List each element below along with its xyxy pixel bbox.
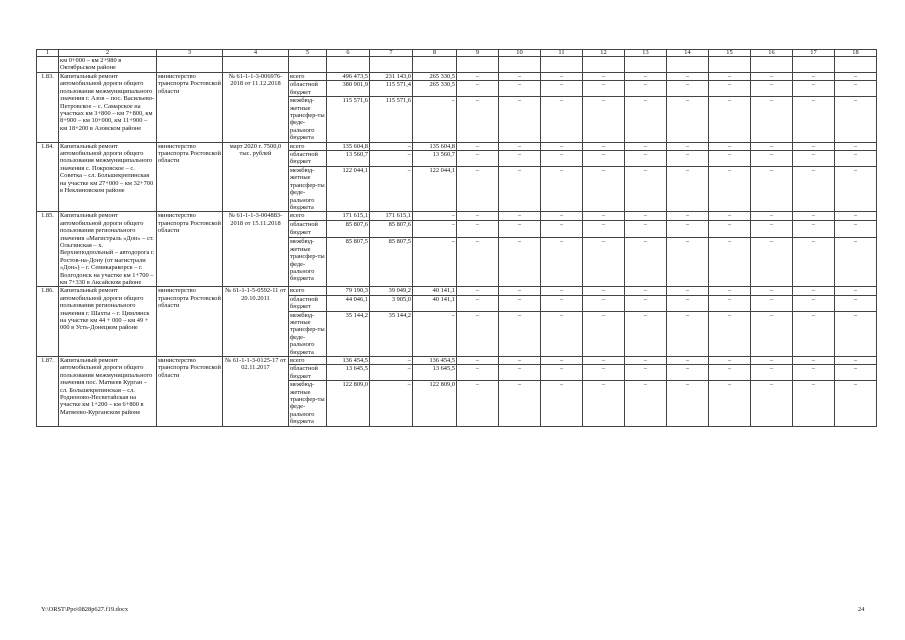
- amount-col-12: –: [583, 212, 625, 221]
- amount-col-13: –: [625, 381, 667, 426]
- amount-total: 85 807,5: [327, 238, 370, 287]
- program-table: [36, 49, 877, 427]
- amount-col-14: –: [667, 97, 709, 142]
- column-number-13: 13: [625, 50, 667, 57]
- amount-col-12: –: [583, 357, 625, 365]
- funding-source: всего: [289, 73, 327, 81]
- amount-col-11: –: [541, 357, 583, 365]
- amount-col-11: –: [541, 295, 583, 311]
- amount-col-13: –: [625, 212, 667, 221]
- amount-col-11: –: [541, 166, 583, 211]
- amount-2019: 39 049,2: [370, 287, 413, 295]
- object-name: Капитальный ремонт автомобильной дороги общего пользования межмуниципального значения с. Покровское – с. Советка – сл. Большекрепинская на участке км 27+000 – км 32+700 в Неклиновском районе: [59, 142, 157, 212]
- table-body: [37, 57, 877, 427]
- amount-2020: 265 330,5: [413, 81, 457, 97]
- amount-col-9: –: [457, 212, 499, 221]
- amount-2020: 122 809,0: [413, 381, 457, 426]
- customer: министерство транспорта Ростовской области: [157, 212, 223, 287]
- amount-col-10: –: [499, 381, 541, 426]
- amount-col-13: –: [625, 238, 667, 287]
- amount-col-15: –: [709, 73, 751, 81]
- amount-2020: 122 044,1: [413, 166, 457, 211]
- amount-col-9: –: [457, 221, 499, 238]
- amount-col-11: –: [541, 73, 583, 81]
- amount-total: 122 044,1: [327, 166, 370, 211]
- amount-col-16: –: [751, 295, 793, 311]
- amount-col-16: –: [751, 212, 793, 221]
- amount-col-12: –: [583, 365, 625, 381]
- amount-col-17: –: [793, 151, 835, 167]
- amount-col-12: –: [583, 287, 625, 295]
- amount-col-16: –: [751, 142, 793, 150]
- column-number-3: 3: [157, 50, 223, 57]
- funding-source: областной бюджет: [289, 81, 327, 97]
- amount-col-10: –: [499, 151, 541, 167]
- amount-col-15: –: [709, 151, 751, 167]
- amount-col-14: –: [667, 381, 709, 426]
- amount-col-11: –: [541, 287, 583, 295]
- amount-total: 136 454,5: [327, 357, 370, 365]
- amount-col-16: –: [751, 221, 793, 238]
- row-number: 1.87.: [37, 357, 59, 427]
- amount-col-9: –: [457, 151, 499, 167]
- amount-2019: –: [370, 142, 413, 150]
- amount-col-14: –: [667, 357, 709, 365]
- object-name: Капитальный ремонт автомобильной дороги общего пользования регионального значения г. Шахты – г. Цимлянск на участке км 44 + 000 – км 49 + 000 в Усть-Донецком районе: [59, 287, 157, 357]
- amount-col-12: –: [583, 142, 625, 150]
- amount-col-14: –: [667, 151, 709, 167]
- expertise-document: № 61-1-1-3-006976-2018 от 11.12.2018: [223, 73, 289, 143]
- amount-2019: –: [370, 381, 413, 426]
- amount-2019: –: [370, 151, 413, 167]
- amount-col-11: –: [541, 97, 583, 142]
- amount-col-13: –: [625, 142, 667, 150]
- object-name: Капитальный ремонт автомобильной дороги общего пользования межмуниципального значения пос. Матвеев Курган – сл. Большекрепинская – сл. Родионово-Несветайская на участке км 1+200 – км 6+800 в Матвеево-Курганском районе: [59, 357, 157, 427]
- amount-col-16: –: [751, 81, 793, 97]
- amount-col-16: –: [751, 357, 793, 365]
- expertise-document: № 61-1-1-3-0125-17 от 02.11.2017: [223, 357, 289, 427]
- amount-col-15: –: [709, 311, 751, 356]
- amount-col-17: –: [793, 287, 835, 295]
- amount-total: 135 604,8: [327, 142, 370, 150]
- amount-2020: –: [413, 221, 457, 238]
- amount-col-16: –: [751, 365, 793, 381]
- amount-col-12: –: [583, 97, 625, 142]
- amount-2020: 13 560,7: [413, 151, 457, 167]
- amount-col-13: –: [625, 151, 667, 167]
- amount-col-18: –: [835, 81, 877, 97]
- column-number-row: [37, 50, 877, 57]
- amount-col-9: –: [457, 142, 499, 150]
- amount-col-12: –: [583, 311, 625, 356]
- amount-col-9: –: [457, 73, 499, 81]
- amount-2020: 135 604,8: [413, 142, 457, 150]
- amount-col-18: –: [835, 166, 877, 211]
- funding-source: областной бюджет: [289, 151, 327, 167]
- funding-source: областной бюджет: [289, 365, 327, 381]
- expertise-document: № 61-1-1-5-0592-11 от 20.10.2011: [223, 287, 289, 357]
- amount-col-14: –: [667, 166, 709, 211]
- amount-col-10: –: [499, 357, 541, 365]
- amount-2020: –: [413, 97, 457, 142]
- row-number: 1.85.: [37, 212, 59, 287]
- amount-col-10: –: [499, 311, 541, 356]
- amount-col-12: –: [583, 81, 625, 97]
- amount-col-16: –: [751, 166, 793, 211]
- table-row: [37, 142, 877, 150]
- continuation-row: [37, 57, 877, 73]
- amount-2019: –: [370, 365, 413, 381]
- amount-col-18: –: [835, 381, 877, 426]
- amount-col-15: –: [709, 166, 751, 211]
- amount-col-14: –: [667, 212, 709, 221]
- amount-col-12: –: [583, 166, 625, 211]
- amount-col-16: –: [751, 311, 793, 356]
- amount-col-11: –: [541, 151, 583, 167]
- amount-col-12: –: [583, 151, 625, 167]
- amount-col-12: –: [583, 295, 625, 311]
- continuation-text: км 0+000 – км 2+980 в Октябрьском районе: [59, 57, 157, 73]
- amount-col-15: –: [709, 97, 751, 142]
- amount-col-15: –: [709, 357, 751, 365]
- amount-total: 171 615,1: [327, 212, 370, 221]
- amount-col-17: –: [793, 357, 835, 365]
- table-row: [37, 357, 877, 365]
- amount-col-14: –: [667, 287, 709, 295]
- amount-col-18: –: [835, 73, 877, 81]
- amount-col-12: –: [583, 381, 625, 426]
- amount-col-9: –: [457, 166, 499, 211]
- amount-2019: 85 807,6: [370, 221, 413, 238]
- funding-source: всего: [289, 287, 327, 295]
- row-number: 1.86.: [37, 287, 59, 357]
- amount-col-17: –: [793, 295, 835, 311]
- amount-col-15: –: [709, 365, 751, 381]
- amount-col-13: –: [625, 97, 667, 142]
- amount-col-10: –: [499, 212, 541, 221]
- file-path: Y:\ORST\Ppo\0828p627.f19.docx: [41, 606, 129, 613]
- amount-col-10: –: [499, 221, 541, 238]
- amount-col-15: –: [709, 142, 751, 150]
- amount-2019: 231 143,0: [370, 73, 413, 81]
- amount-2020: –: [413, 212, 457, 221]
- amount-col-14: –: [667, 311, 709, 356]
- amount-col-9: –: [457, 311, 499, 356]
- amount-col-14: –: [667, 81, 709, 97]
- amount-col-17: –: [793, 81, 835, 97]
- amount-col-18: –: [835, 221, 877, 238]
- amount-col-14: –: [667, 142, 709, 150]
- amount-col-13: –: [625, 311, 667, 356]
- amount-col-11: –: [541, 81, 583, 97]
- amount-col-10: –: [499, 287, 541, 295]
- amount-col-17: –: [793, 221, 835, 238]
- amount-col-10: –: [499, 81, 541, 97]
- amount-2020: 265 330,5: [413, 73, 457, 81]
- amount-col-16: –: [751, 381, 793, 426]
- amount-col-9: –: [457, 381, 499, 426]
- amount-col-13: –: [625, 73, 667, 81]
- amount-col-11: –: [541, 221, 583, 238]
- amount-total: 85 807,6: [327, 221, 370, 238]
- column-number-5: 5: [289, 50, 327, 57]
- amount-2019: –: [370, 166, 413, 211]
- amount-col-18: –: [835, 287, 877, 295]
- column-number-1: 1: [37, 50, 59, 57]
- amount-col-17: –: [793, 166, 835, 211]
- amount-total: 122 809,0: [327, 381, 370, 426]
- row-number: 1.84.: [37, 142, 59, 212]
- amount-col-10: –: [499, 238, 541, 287]
- amount-col-13: –: [625, 287, 667, 295]
- funding-source: межбюд-жетные трансфер-ты феде-рального бюджета: [290, 381, 325, 426]
- column-number-7: 7: [370, 50, 413, 57]
- amount-col-10: –: [499, 166, 541, 211]
- amount-col-17: –: [793, 73, 835, 81]
- amount-col-11: –: [541, 365, 583, 381]
- amount-col-9: –: [457, 81, 499, 97]
- amount-col-17: –: [793, 365, 835, 381]
- amount-col-11: –: [541, 212, 583, 221]
- amount-col-9: –: [457, 287, 499, 295]
- amount-2020: –: [413, 238, 457, 287]
- amount-2019: 35 144,2: [370, 311, 413, 356]
- amount-col-11: –: [541, 238, 583, 287]
- column-number-6: 6: [327, 50, 370, 57]
- customer: министерство транспорта Ростовской области: [157, 357, 223, 427]
- amount-2019: –: [370, 357, 413, 365]
- amount-2019: 3 905,0: [370, 295, 413, 311]
- amount-col-18: –: [835, 365, 877, 381]
- funding-source: всего: [289, 142, 327, 150]
- amount-total: 79 190,3: [327, 287, 370, 295]
- amount-col-15: –: [709, 238, 751, 287]
- amount-col-16: –: [751, 238, 793, 287]
- amount-col-9: –: [457, 295, 499, 311]
- amount-col-10: –: [499, 365, 541, 381]
- amount-col-14: –: [667, 221, 709, 238]
- amount-2020: –: [413, 311, 457, 356]
- table-row: [37, 287, 877, 295]
- amount-col-11: –: [541, 142, 583, 150]
- amount-col-13: –: [625, 365, 667, 381]
- column-number-14: 14: [667, 50, 709, 57]
- amount-col-17: –: [793, 238, 835, 287]
- amount-col-18: –: [835, 357, 877, 365]
- amount-col-14: –: [667, 238, 709, 287]
- funding-source: межбюд-жетные трансфер-ты феде-рального бюджета: [290, 97, 325, 142]
- expertise-document: № 61-1-1-3-004883-2018 от 15.11.2018: [223, 212, 289, 287]
- object-name: Капитальный ремонт автомобильной дороги общего пользования межмуниципального значения г. Азов – пос. Васильево-Петровское – с. Самарское на участках км 3+800 – км 7+800, км 8+900 – км 10+000, км 11+900 – км 18+200 в Азовском районе: [59, 73, 157, 143]
- column-number-11: 11: [541, 50, 583, 57]
- amount-col-9: –: [457, 357, 499, 365]
- funding-source: межбюд-жетные трансфер-ты феде-рального бюджета: [290, 166, 325, 211]
- column-number-9: 9: [457, 50, 499, 57]
- customer: министерство транспорта Ростовской области: [157, 287, 223, 357]
- amount-2020: 136 454,5: [413, 357, 457, 365]
- amount-col-10: –: [499, 295, 541, 311]
- column-number-12: 12: [583, 50, 625, 57]
- amount-2019: 85 807,5: [370, 238, 413, 287]
- amount-col-17: –: [793, 212, 835, 221]
- column-number-10: 10: [499, 50, 541, 57]
- amount-col-18: –: [835, 142, 877, 150]
- amount-col-18: –: [835, 151, 877, 167]
- amount-col-12: –: [583, 238, 625, 287]
- amount-col-15: –: [709, 81, 751, 97]
- funding-source: всего: [289, 212, 327, 221]
- amount-total: 496 473,5: [327, 73, 370, 81]
- amount-total: 13 645,5: [327, 365, 370, 381]
- amount-col-18: –: [835, 97, 877, 142]
- column-number-18: 18: [835, 50, 877, 57]
- amount-col-16: –: [751, 151, 793, 167]
- amount-col-16: –: [751, 97, 793, 142]
- column-number-4: 4: [223, 50, 289, 57]
- amount-col-11: –: [541, 381, 583, 426]
- amount-col-18: –: [835, 212, 877, 221]
- amount-col-12: –: [583, 221, 625, 238]
- table-row: [37, 212, 877, 221]
- funding-source: межбюд-жетные трансфер-ты феде-рального бюджета: [289, 238, 327, 287]
- amount-2020: 40 141,1: [413, 287, 457, 295]
- document-sheet: [36, 49, 877, 427]
- funding-source: областной бюджет: [289, 221, 327, 238]
- amount-col-14: –: [667, 365, 709, 381]
- amount-col-15: –: [709, 212, 751, 221]
- funding-source: межбюд-жетные трансфер-ты феде-рального бюджета: [290, 311, 325, 356]
- amount-col-18: –: [835, 295, 877, 311]
- amount-col-9: –: [457, 97, 499, 142]
- column-number-16: 16: [751, 50, 793, 57]
- column-number-17: 17: [793, 50, 835, 57]
- amount-col-13: –: [625, 357, 667, 365]
- amount-col-15: –: [709, 221, 751, 238]
- amount-total: 115 571,6: [327, 97, 370, 142]
- customer: министерство транспорта Ростовской области: [157, 142, 223, 212]
- amount-2020: 13 645,5: [413, 365, 457, 381]
- amount-col-17: –: [793, 381, 835, 426]
- amount-col-17: –: [793, 97, 835, 142]
- amount-2019: 171 615,1: [370, 212, 413, 221]
- amount-total: 13 560,7: [327, 151, 370, 167]
- amount-col-16: –: [751, 73, 793, 81]
- row-number: 1.83.: [37, 73, 59, 143]
- amount-col-18: –: [835, 238, 877, 287]
- amount-col-10: –: [499, 97, 541, 142]
- amount-col-9: –: [457, 365, 499, 381]
- amount-col-11: –: [541, 311, 583, 356]
- amount-2019: 115 571,6: [370, 97, 413, 142]
- amount-2020: 40 141,1: [413, 295, 457, 311]
- amount-col-9: –: [457, 238, 499, 287]
- amount-col-15: –: [709, 381, 751, 426]
- amount-col-15: –: [709, 295, 751, 311]
- customer: министерство транспорта Ростовской области: [157, 73, 223, 143]
- amount-total: 44 046,1: [327, 295, 370, 311]
- funding-source: всего: [289, 357, 327, 365]
- column-number-15: 15: [709, 50, 751, 57]
- amount-col-15: –: [709, 287, 751, 295]
- amount-total: 380 901,9: [327, 81, 370, 97]
- amount-total: 35 144,2: [327, 311, 370, 356]
- funding-source: областной бюджет: [289, 295, 327, 311]
- amount-col-14: –: [667, 295, 709, 311]
- table-row: [37, 73, 877, 81]
- amount-col-12: –: [583, 73, 625, 81]
- amount-col-17: –: [793, 311, 835, 356]
- object-name: Капитальный ремонт автомобильной дороги общего пользования регионального значения «Магистраль «Дон» – ст. Ольгинская – х. Верхнеподпольный – автодорога г. Ростов-на-Дону (от магистрали «Дон») – г. Семикаракорск – г. Волгодонск на участке км 1+700 – км 7+330 в Аксайском районе: [59, 212, 157, 287]
- column-number-8: 8: [413, 50, 457, 57]
- amount-col-13: –: [625, 166, 667, 211]
- amount-col-10: –: [499, 142, 541, 150]
- amount-col-16: –: [751, 287, 793, 295]
- amount-col-17: –: [793, 142, 835, 150]
- page-number: 24: [858, 606, 865, 613]
- amount-col-13: –: [625, 295, 667, 311]
- amount-col-13: –: [625, 221, 667, 238]
- amount-2019: 115 571,4: [370, 81, 413, 97]
- amount-col-13: –: [625, 81, 667, 97]
- amount-col-10: –: [499, 73, 541, 81]
- amount-col-14: –: [667, 73, 709, 81]
- expertise-document: март 2020 г. 7500,0 тыс. рублей: [223, 142, 289, 212]
- column-number-2: 2: [59, 50, 157, 57]
- amount-col-18: –: [835, 311, 877, 356]
